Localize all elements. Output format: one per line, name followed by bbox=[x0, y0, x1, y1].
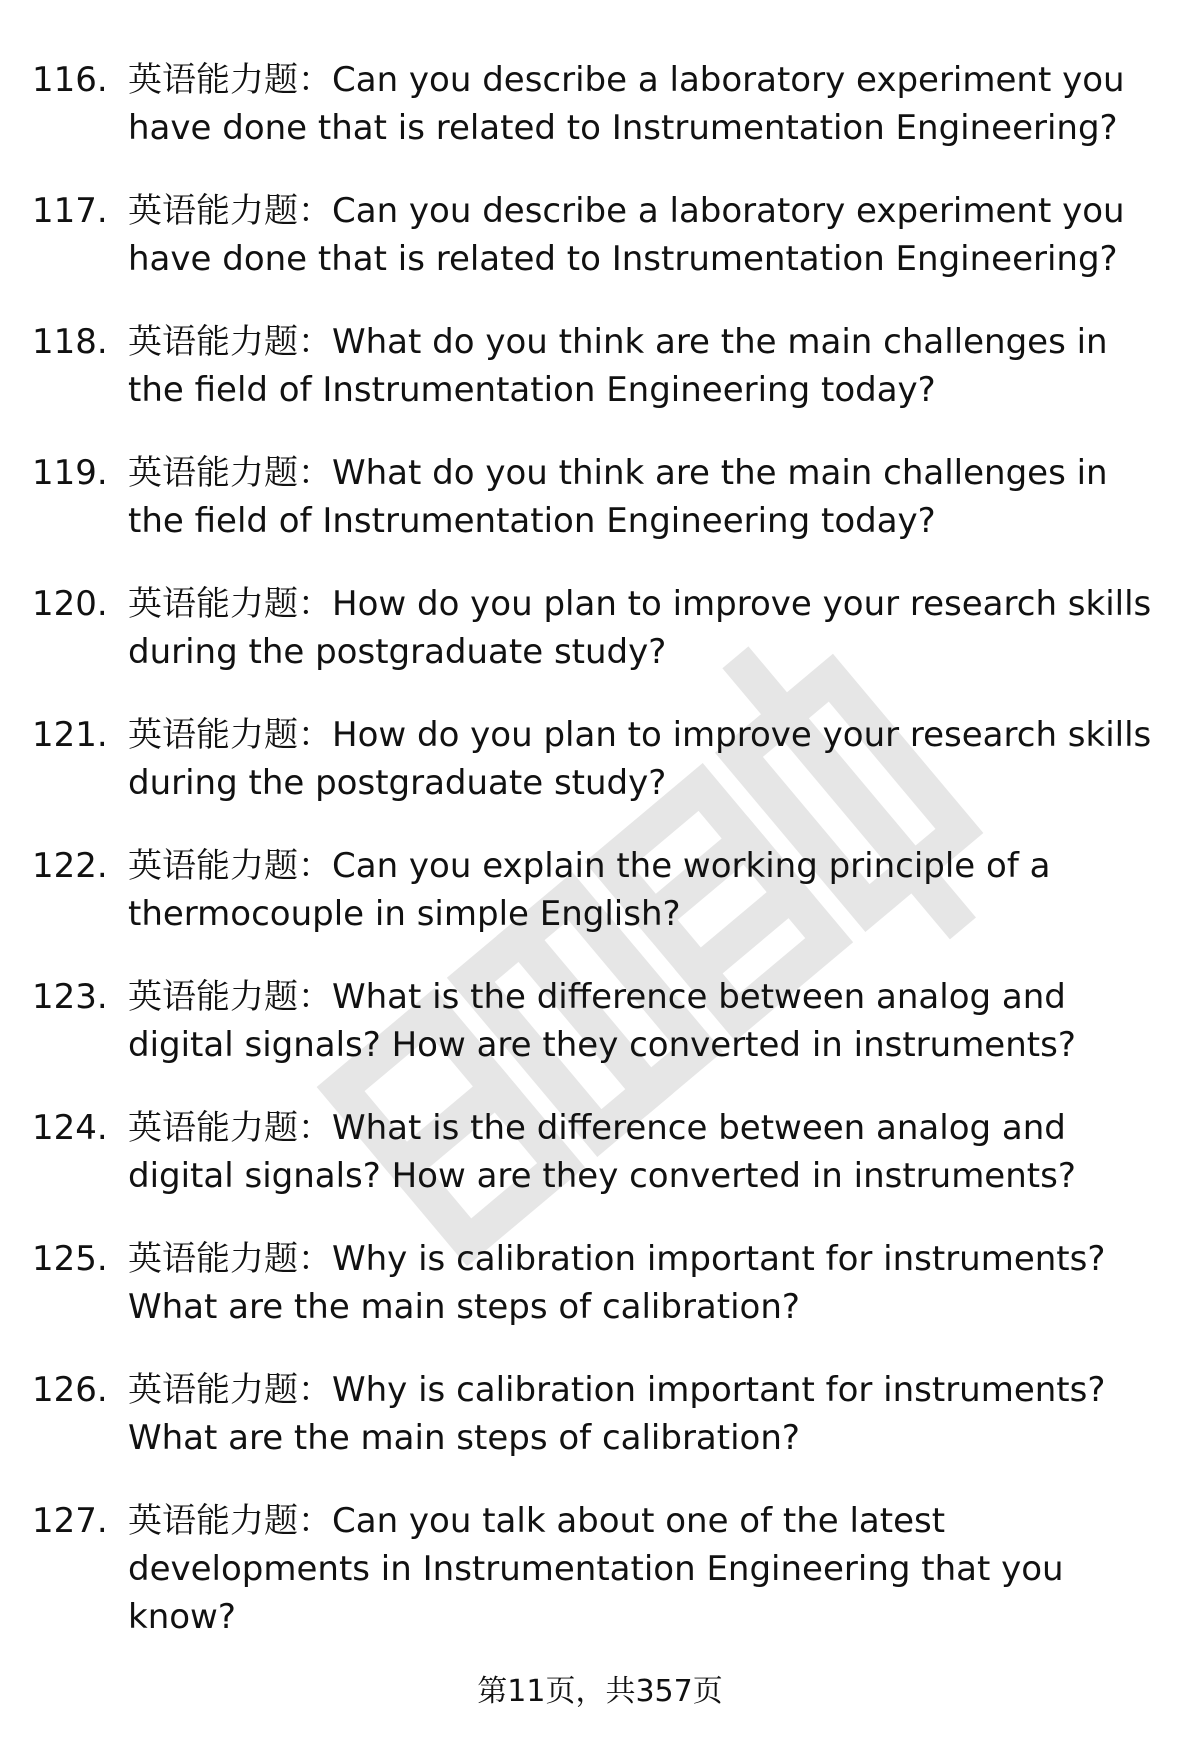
question-body bbox=[128, 580, 1158, 676]
question-list bbox=[0, 56, 1200, 1667]
question-number: 127. bbox=[32, 1501, 108, 1541]
question-category-label: 英语能力题： bbox=[128, 1108, 332, 1148]
question-text: Why is calibration important for instruments? What are the main steps of calibration? bbox=[128, 1239, 1106, 1327]
page-footer bbox=[0, 1672, 1200, 1712]
question-text: What do you think are the main challenges in the field of Instrumentation Engineering today? bbox=[128, 453, 1108, 541]
question-item-121 bbox=[0, 711, 1200, 842]
question-category-label: 英语能力题： bbox=[128, 453, 332, 493]
question-text: Why is calibration important for instruments? What are the main steps of calibration? bbox=[128, 1370, 1106, 1458]
question-text: What do you think are the main challenges in the field of Instrumentation Engineering today? bbox=[128, 322, 1108, 410]
question-item-123 bbox=[0, 973, 1200, 1104]
question-number: 122. bbox=[32, 846, 108, 886]
question-item-120 bbox=[0, 580, 1200, 711]
question-item-127 bbox=[0, 1497, 1200, 1667]
question-number: 121. bbox=[32, 715, 108, 755]
question-item-125 bbox=[0, 1235, 1200, 1366]
question-item-122 bbox=[0, 842, 1200, 973]
question-body bbox=[128, 973, 1158, 1069]
question-body bbox=[128, 318, 1158, 414]
page-indicator: 第11页，共357页 bbox=[477, 1674, 723, 1709]
question-text: Can you talk about one of the latest developments in Instrumentation Engineering that you know? bbox=[128, 1501, 1064, 1637]
question-body bbox=[128, 1235, 1158, 1331]
question-body bbox=[128, 449, 1158, 545]
question-body bbox=[128, 1497, 1158, 1641]
question-text: What is the difference between analog and digital signals? How are they converted in instruments? bbox=[128, 1108, 1076, 1196]
question-body bbox=[128, 56, 1158, 152]
question-text: How do you plan to improve your research skills during the postgraduate study? bbox=[128, 584, 1152, 672]
question-item-119 bbox=[0, 449, 1200, 580]
question-item-116 bbox=[0, 56, 1200, 187]
question-text: Can you describe a laboratory experiment you have done that is related to Instrumentation Engineering? bbox=[128, 60, 1125, 148]
question-number: 119. bbox=[32, 453, 108, 493]
question-item-117 bbox=[0, 187, 1200, 318]
question-text: What is the difference between analog and digital signals? How are they converted in instruments? bbox=[128, 977, 1076, 1065]
question-category-label: 英语能力题： bbox=[128, 584, 332, 624]
question-text: How do you plan to improve your research skills during the postgraduate study? bbox=[128, 715, 1152, 803]
question-category-label: 英语能力题： bbox=[128, 191, 332, 231]
question-text: Can you describe a laboratory experiment you have done that is related to Instrumentation Engineering? bbox=[128, 191, 1125, 279]
question-number: 117. bbox=[32, 191, 108, 231]
question-number: 125. bbox=[32, 1239, 108, 1279]
question-category-label: 英语能力题： bbox=[128, 1370, 332, 1410]
question-body bbox=[128, 711, 1158, 807]
question-text: Can you explain the working principle of a thermocouple in simple English? bbox=[128, 846, 1051, 934]
question-category-label: 英语能力题： bbox=[128, 846, 332, 886]
question-number: 116. bbox=[32, 60, 108, 100]
question-category-label: 英语能力题： bbox=[128, 715, 332, 755]
question-number: 120. bbox=[32, 584, 108, 624]
question-category-label: 英语能力题： bbox=[128, 322, 332, 362]
question-category-label: 英语能力题： bbox=[128, 60, 332, 100]
question-category-label: 英语能力题： bbox=[128, 977, 332, 1017]
question-number: 118. bbox=[32, 322, 108, 362]
question-number: 123. bbox=[32, 977, 108, 1017]
question-item-126 bbox=[0, 1366, 1200, 1497]
question-item-118 bbox=[0, 318, 1200, 449]
question-number: 124. bbox=[32, 1108, 108, 1148]
question-category-label: 英语能力题： bbox=[128, 1239, 332, 1279]
question-item-124 bbox=[0, 1104, 1200, 1235]
question-body bbox=[128, 1104, 1158, 1200]
question-body bbox=[128, 842, 1158, 938]
question-body bbox=[128, 1366, 1158, 1462]
question-number: 126. bbox=[32, 1370, 108, 1410]
question-body bbox=[128, 187, 1158, 283]
question-category-label: 英语能力题： bbox=[128, 1501, 332, 1541]
